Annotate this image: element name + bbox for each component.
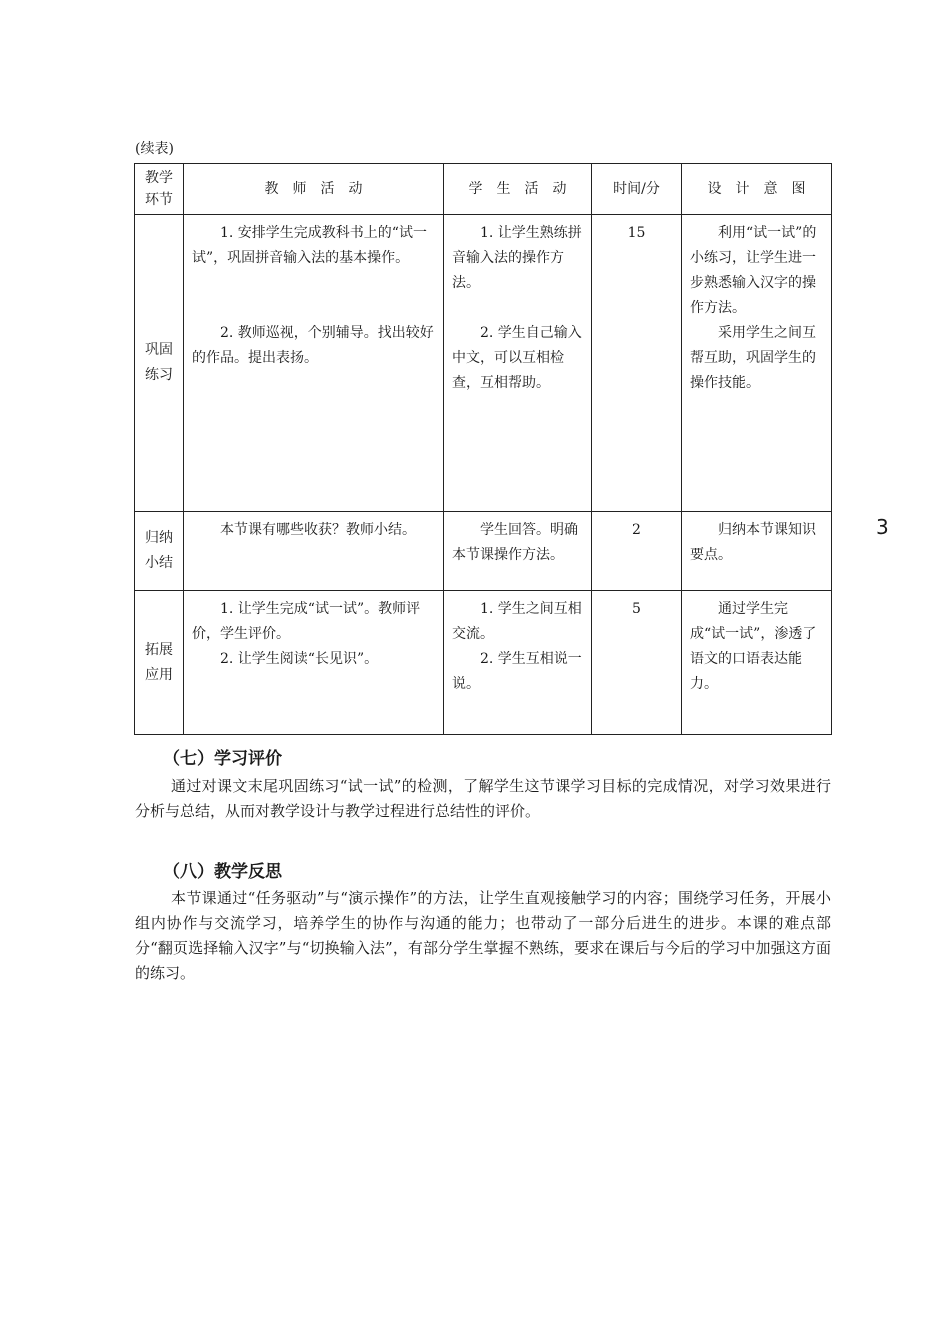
time-cell: 5	[592, 591, 682, 735]
stage-cell: 拓展应用	[135, 591, 184, 735]
intent-item: 利用“试一试”的小练习，让学生进一步熟悉输入汉字的操作方法。	[690, 225, 817, 316]
table-row	[135, 215, 832, 512]
student-cell	[444, 512, 592, 591]
student-item: 2. 学生互相说一说。	[452, 651, 582, 692]
student-item: 学生回答。明确本节课操作方法。	[452, 522, 578, 563]
teacher-item: 本节课有哪些收获？教师小结。	[220, 522, 416, 538]
page-number: 3	[876, 515, 889, 539]
intent-cell	[682, 512, 832, 591]
intent-cell	[682, 591, 832, 735]
student-cell	[444, 591, 592, 735]
teacher-item: 2. 让学生阅读“长见识”。	[220, 651, 379, 667]
header-time: 时间/分	[592, 164, 682, 215]
intent-item: 通过学生完成“试一试”，渗透了语文的口语表达能力。	[690, 601, 817, 692]
table-header-row	[135, 164, 832, 215]
continued-label: (续表)	[135, 141, 174, 157]
teacher-cell	[184, 215, 444, 512]
student-item: 2. 学生自己输入中文，可以互相检查，互相帮助。	[452, 325, 582, 391]
table-row	[135, 512, 832, 591]
header-stage: 教学环节	[135, 164, 184, 215]
intent-item: 归纳本节课知识要点。	[690, 522, 816, 563]
time-cell: 2	[592, 512, 682, 591]
teacher-item: 1. 让学生完成“试一试”。教师评价，学生评价。	[192, 601, 421, 642]
teacher-cell	[184, 512, 444, 591]
intent-cell	[682, 215, 832, 512]
teacher-item: 2. 教师巡视，个别辅导。找出较好的作品。提出表扬。	[192, 325, 434, 366]
section-title: （七）学习评价	[163, 749, 282, 769]
lesson-table	[134, 163, 832, 735]
section-body: 通过对课文末尾巩固练习“试一试”的检测，了解学生这节课学习目标的完成情况，对学习效果进行分析与总结，从而对教学设计与教学过程进行总结性的评价。	[135, 777, 831, 820]
header-intent: 设 计 意 图	[682, 164, 832, 215]
table-row	[135, 591, 832, 735]
header-student: 学 生 活 动	[444, 164, 592, 215]
section-title: （八）教学反思	[163, 862, 282, 882]
teacher-item: 1. 安排学生完成教科书上的“试一试”，巩固拼音输入法的基本操作。	[192, 225, 427, 266]
section-body: 本节课通过“任务驱动”与“演示操作”的方法，让学生直观接触学习的内容；围绕学习任务，开展小组内协作与交流学习，培养学生的协作与沟通的能力；也带动了一部分后进生的进步。本课的难点部分“翻页选择输入汉字”与“切换输入法”，有部分学生掌握不熟练，要求在课后与今后的学习中加强这方面的练习。	[135, 889, 831, 982]
header-teacher: 教 师 活 动	[184, 164, 444, 215]
student-item: 1. 学生之间互相交流。	[452, 601, 582, 642]
student-item: 1. 让学生熟练拼音输入法的操作方法。	[452, 225, 582, 291]
stage-cell: 归纳小结	[135, 512, 184, 591]
teacher-cell	[184, 591, 444, 735]
time-cell: 15	[592, 215, 682, 512]
student-cell	[444, 215, 592, 512]
intent-item: 采用学生之间互帮互助，巩固学生的操作技能。	[690, 325, 816, 391]
stage-cell: 巩固练习	[135, 215, 184, 512]
